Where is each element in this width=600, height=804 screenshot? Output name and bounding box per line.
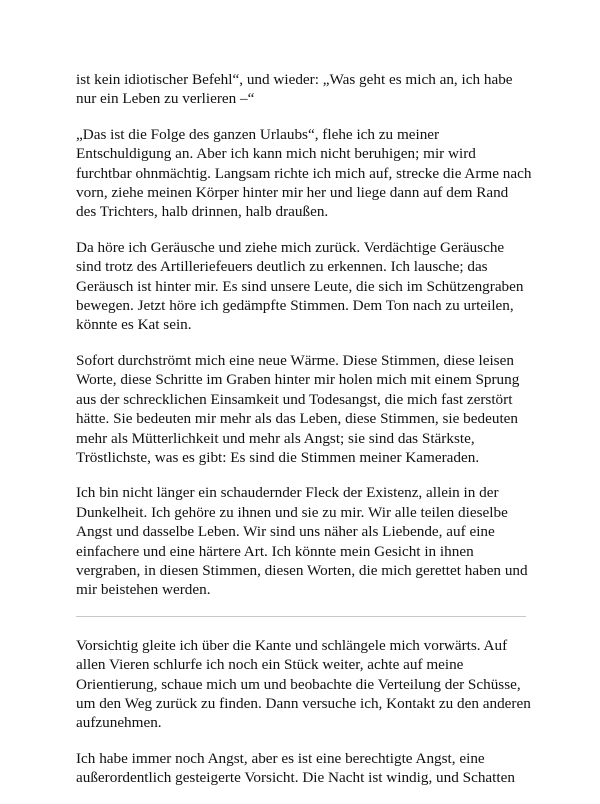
section-divider xyxy=(76,616,526,617)
paragraph-6: Vorsichtig gleite ich über die Kante und schlängele mich vorwärts. Auf allen Vieren schlurfe ich noch ein Stück weiter, achte auf meine Orientierung, schaue mich um und beobachte die Verteilung der Schüsse, um den Weg zurück zu finden. Dann versuche ich, Kontakt zu den anderen aufzunehmen. xyxy=(76,636,531,732)
paragraph-5: Ich bin nicht länger ein schaudernder Fleck der Existenz, allein in der Dunkelheit. Ich gehöre zu ihnen und sie zu mir. Wir alle teilen dieselbe Angst und dasselbe Leben. Wir sind uns näher als Liebende, auf eine einfachere und eine härtere Art. Ich könnte mein Gesicht in ihnen vergraben, in diesen Stimmen, diesen Worten, die mich gerettet haben und mir beistehen werden. xyxy=(76,484,528,599)
paragraph-4: Sofort durchströmt mich eine neue Wärme. Diese Stimmen, diese leisen Worte, diese Schritte im Graben hinter mir holen mich mit einem Sprung aus der schrecklichen Einsamkeit und Todesangst, die mich fast zerstört hätte. Sie bedeuten mir mehr als das Leben, diese Stimmen, sie bedeuten mehr als Mütterlichkeit und mehr als Angst; sie sind das Stärkste, Tröstlichste, was es gibt: Es sind die Stimmen meiner Kameraden. xyxy=(76,351,520,466)
document-page xyxy=(76,70,532,804)
paragraph-1: ist kein idiotischer Befehl“, und wieder: „Was geht es mich an, ich habe nur ein Leben zu verlieren –“ xyxy=(76,71,513,108)
paragraph-2: „Das ist die Folge des ganzen Urlaubs“, flehe ich zu meiner Entschuldigung an. Aber ich kann mich nicht beruhigen; mir wird furchtbar ohnmächtig. Langsam richte ich mich auf, strecke die Arme nach vorn, ziehe meinen Körper hinter mir her und liege dann auf dem Rand des Trichters, halb drinnen, halb draußen. xyxy=(76,125,532,221)
paragraph-7: Ich habe immer noch Angst, aber es ist eine berechtigte Angst, eine außerordentlich gesteigerte Vorsicht. Die Nacht ist windig, und Schatten xyxy=(76,749,515,787)
paragraph-3: Da höre ich Geräusche und ziehe mich zurück. Verdächtige Geräusche sind trotz des Artilleriefeuers deutlich zu erkennen. Ich lausche; das Geräusch ist hinter mir. Es sind unsere Leute, die sich im Schützengraben bewegen. Jetzt höre ich gedämpfte Stimmen. Dem Ton nach zu urteilen, könnte es Kat sein. xyxy=(76,238,524,334)
